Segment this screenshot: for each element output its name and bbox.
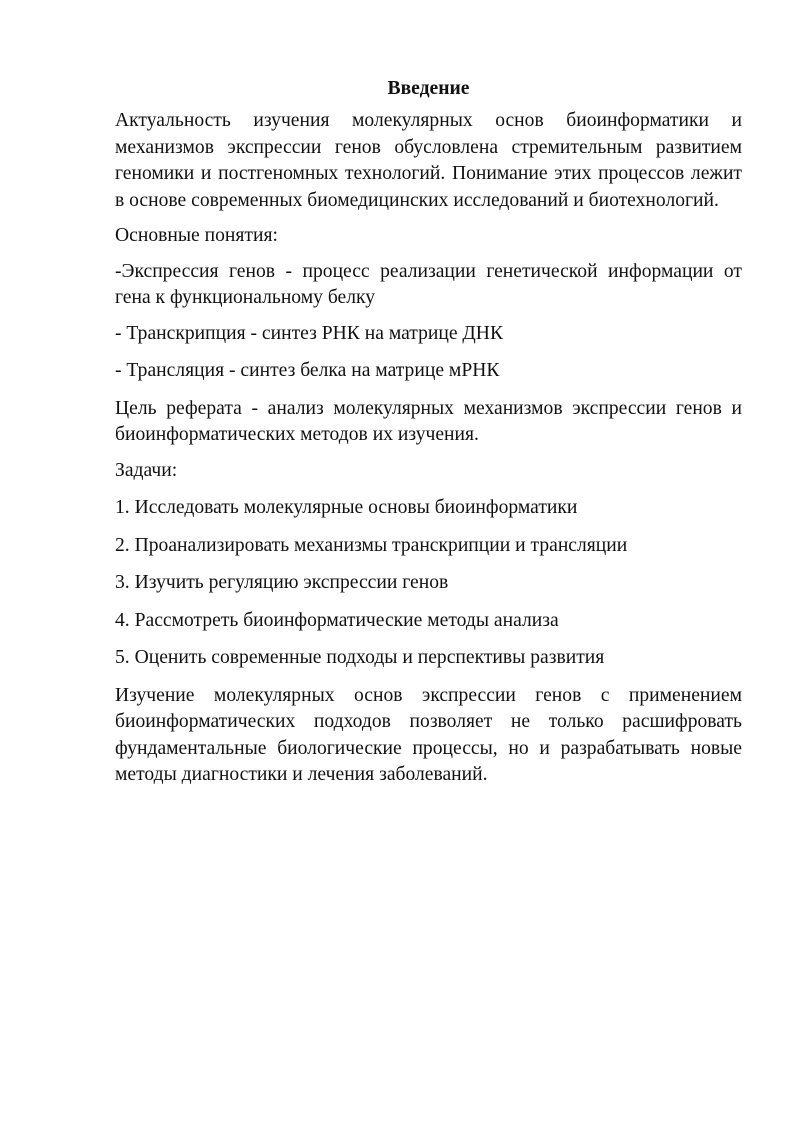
task-item: 4. Рассмотреть биоинформатические методы анализа bbox=[115, 609, 559, 631]
concept-transcription: - Транскрипция - синтез РНК на матрице ДНК bbox=[115, 322, 504, 344]
task-item: 5. Оценить современные подходы и перспективы развития bbox=[115, 647, 605, 668]
task-item: 1. Исследовать молекулярные основы биоинформатики bbox=[115, 497, 578, 518]
concepts-heading: Основные понятия: bbox=[115, 225, 278, 246]
tasks-heading: Задачи: bbox=[115, 459, 178, 481]
document-body bbox=[115, 78, 742, 798]
concept-gene-expression: -Экспрессия генов - процесс реализации генетической информации от гена к функциональному белку bbox=[115, 260, 742, 308]
task-item: 2. Проанализировать механизмы транскрипции и трансляции bbox=[115, 534, 628, 556]
concept-translation: - Трансляция - синтез белка на матрице мРНК bbox=[115, 360, 500, 381]
intro-paragraph: Актуальность изучения молекулярных основ биоинформатики и механизмов экспрессии генов обусловлена стремительным развитием геномики и постгеномных технологий. Понимание этих процессов лежит в основе современных биомедицинских исследований и биотехнологий. bbox=[115, 110, 742, 211]
document-title: Введение bbox=[387, 78, 470, 99]
task-item: 3. Изучить регуляцию экспрессии генов bbox=[115, 572, 449, 593]
goal-paragraph: Цель реферата - анализ молекулярных механизмов экспрессии генов и биоинформатических методов их изучения. bbox=[115, 397, 742, 445]
conclusion-paragraph: Изучение молекулярных основ экспрессии генов с применением биоинформатических подходов позволяет не только расшифровать фундаментальные биологические процессы, но и разрабатывать новые методы диагностики и лечения заболеваний. bbox=[115, 684, 742, 785]
